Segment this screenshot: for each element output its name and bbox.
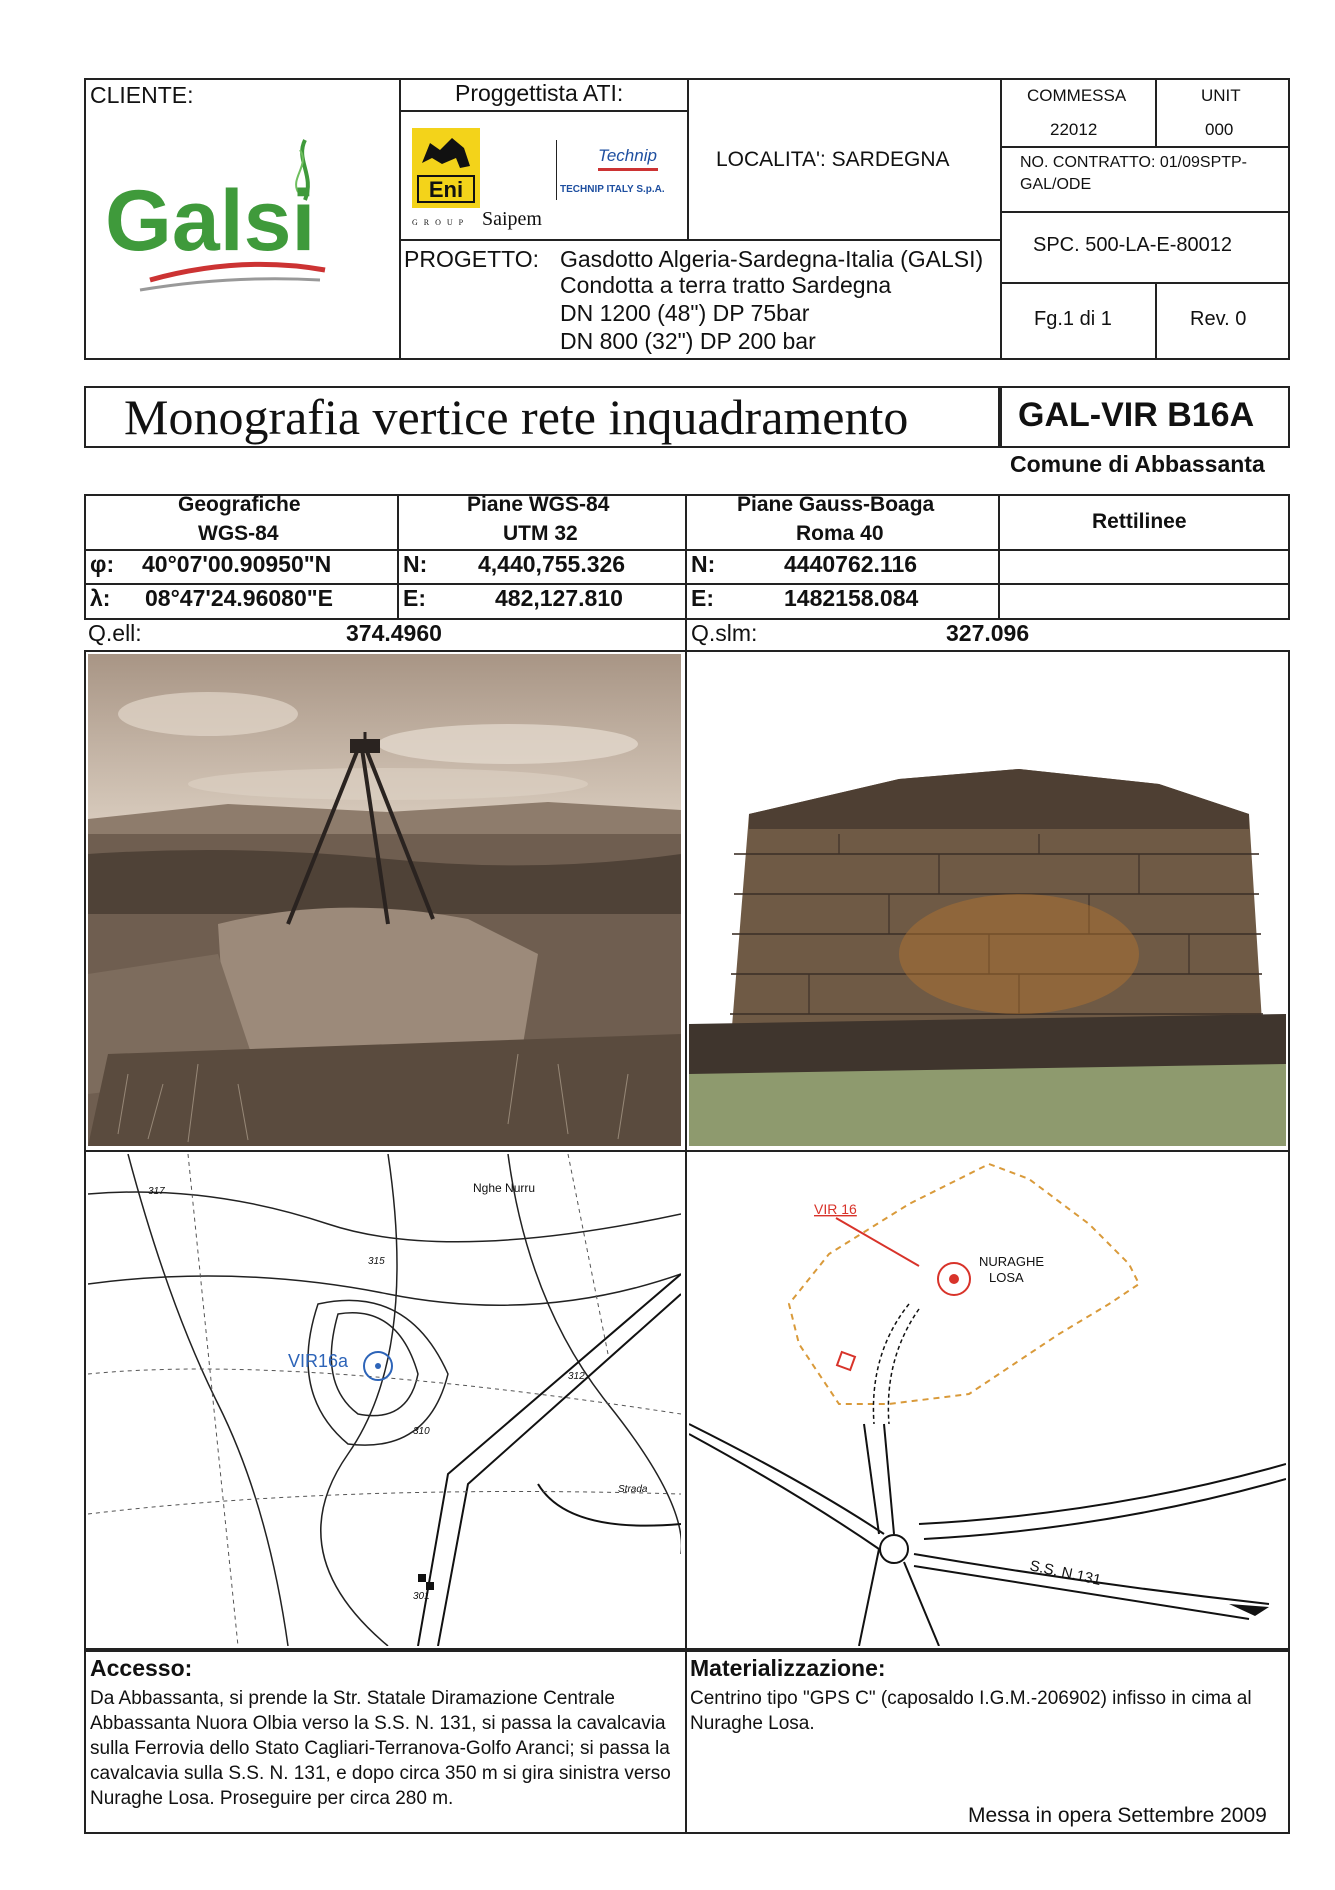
gb-e-label: E: [691, 585, 714, 611]
cliente-label: CLIENTE: [90, 82, 194, 108]
unit-value: 000 [1205, 120, 1234, 139]
header-unit-divider [1155, 78, 1157, 146]
logo-separator [556, 140, 557, 200]
coords-col-2 [685, 494, 687, 620]
site-sketch [689, 1154, 1286, 1646]
eni-logo [412, 128, 480, 208]
utm-n-label: N: [403, 551, 428, 577]
technip-logo-underline [598, 168, 658, 171]
technip-italy-text: TECHNIP ITALY S.p.A. [560, 184, 665, 195]
svg-text:Strada: Strada [618, 1484, 648, 1495]
group-text: G R O U P [412, 218, 466, 227]
utm-e-label: E: [403, 585, 426, 611]
progettista-label: Proggettista ATI: [455, 80, 624, 106]
phi-value: 40°07'00.90950"N [142, 551, 332, 577]
svg-text:310: 310 [413, 1426, 430, 1437]
progetto-label: PROGETTO: [404, 246, 540, 272]
utm-header-1: Piane WGS-84 [467, 493, 610, 516]
vertex-code: GAL-VIR B16A [1018, 396, 1255, 434]
commessa-value: 22012 [1050, 120, 1098, 139]
rettilinee-header: Rettilinee [1092, 510, 1187, 533]
gb-header-2: Roma 40 [796, 522, 884, 545]
progetto-line-1: Gasdotto Algeria-Sardegna-Italia (GALSI) [560, 246, 984, 272]
materializzazione-title: Materializzazione: [690, 1655, 886, 1681]
contratto-text: NO. CONTRATTO: 01/09SPTP-GAL/ODE [1020, 154, 1248, 193]
header-divider-2 [1000, 78, 1002, 360]
svg-text:S.S. N.131: S.S. N.131 [1028, 1557, 1103, 1589]
commessa-label: COMMESSA [1027, 86, 1127, 105]
utm-header-2: UTM 32 [503, 522, 578, 545]
materializzazione-text: Centrino tipo "GPS C" (caposaldo I.G.M.-206902) infisso in cima al Nuraghe Losa. [690, 1688, 1252, 1734]
svg-text:VIR 16: VIR 16 [814, 1201, 857, 1217]
svg-text:VIR16a: VIR16a [288, 1351, 349, 1371]
svg-text:LOSA: LOSA [989, 1270, 1024, 1285]
gb-e-value: 1482158.084 [784, 585, 919, 611]
utm-n-value: 4,440,755.326 [478, 551, 626, 577]
comune-label: Comune di Abbassanta [1010, 451, 1265, 477]
gb-n-value: 4440762.116 [784, 551, 918, 577]
foglio-text: Fg.1 di 1 [1034, 308, 1112, 330]
svg-text:317: 317 [148, 1186, 165, 1197]
header-divider-3 [687, 78, 689, 239]
saipem-text: Saipem [482, 208, 542, 230]
header-divider-1 [399, 78, 401, 360]
rev-text: Rev. 0 [1190, 308, 1247, 330]
header-commessa-divider [1000, 146, 1290, 148]
galsi-logo [100, 130, 340, 310]
lambda-value: 08°47'24.96080"E [145, 585, 334, 611]
accesso-title: Accesso: [90, 1655, 193, 1681]
header-row-divider [399, 239, 1000, 241]
gb-n-label: N: [691, 551, 716, 577]
bottom-col-divider [685, 1650, 687, 1834]
spc-text: SPC. 500-LA-E-80012 [1033, 234, 1233, 256]
svg-text:301: 301 [413, 1591, 430, 1602]
lambda-label: λ: [90, 585, 111, 611]
qslm-value: 327.096 [946, 620, 1030, 646]
coords-col-1 [397, 494, 399, 620]
svg-text:Galsi: Galsi [105, 173, 316, 269]
page-title: Monografia vertice rete inquadramento [124, 389, 909, 445]
header-rev-divider [1155, 282, 1157, 360]
images-row-divider [84, 1150, 1290, 1152]
header-progettista-underline [399, 110, 687, 112]
coords-col-3 [998, 494, 1000, 620]
qslm-label: Q.slm: [691, 620, 758, 646]
tripod-photo [88, 654, 681, 1146]
technip-logo-text: Technip [598, 146, 657, 165]
unit-label: UNIT [1201, 86, 1241, 105]
svg-text:NURAGHE: NURAGHE [979, 1254, 1045, 1269]
progetto-line-2: Condotta a terra tratto Sardegna [560, 272, 892, 298]
svg-text:Eni: Eni [428, 177, 464, 202]
messa-in-opera: Messa in opera Settembre 2009 [968, 1804, 1267, 1827]
qell-value: 374.4960 [346, 620, 442, 646]
gb-header-1: Piane Gauss-Boaga [737, 493, 935, 516]
phi-label: φ: [90, 551, 115, 577]
progetto-line-3: DN 1200 (48") DP 75bar [560, 300, 810, 326]
utm-e-value: 482,127.810 [495, 585, 623, 611]
qell-separator [685, 620, 687, 650]
localita: LOCALITA': SARDEGNA [716, 148, 950, 171]
svg-text:315: 315 [368, 1256, 385, 1267]
qell-label: Q.ell: [88, 620, 142, 646]
geo-header-1: Geografiche [178, 493, 301, 516]
geo-header-2: WGS-84 [198, 522, 279, 545]
header-spc-divider-top [1000, 211, 1290, 213]
nuraghe-photo [689, 654, 1286, 1146]
svg-text:Nghe Nurru: Nghe Nurru [473, 1181, 536, 1195]
topographic-map [88, 1154, 681, 1646]
accesso-text: Da Abbassanta, si prende la Str. Statale Diramazione Centrale Abbassanta Nuora Olbia verso la S.S. N. 131, si passa la cavalcavia sulla Ferrovia dello Stato Cagliari-Terranova-Golfo Aranci; si passa la cavalcavia sulla S.S. N. 131, e dopo circa 350 m si gira sinistra verso Nuraghe Losa. Proseguire per circa 280 m. [90, 1688, 671, 1809]
header-spc-divider-bottom [1000, 282, 1290, 284]
svg-text:312: 312 [568, 1371, 585, 1382]
progetto-line-4: DN 800 (32") DP 200 bar [560, 328, 816, 354]
